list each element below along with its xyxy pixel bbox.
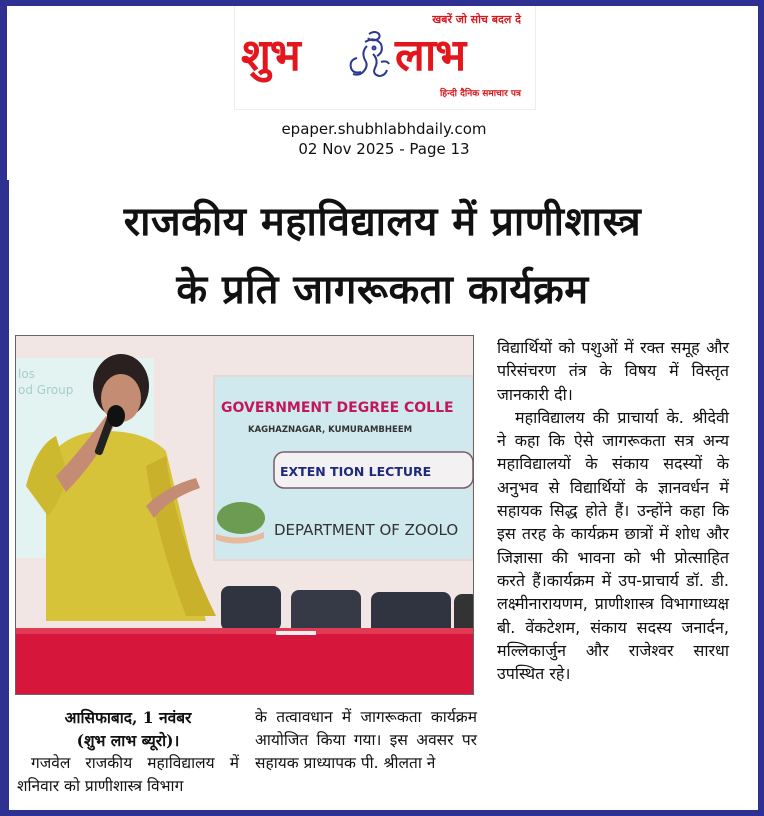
banner-location: KAGHAZNAGAR, KUMURAMBHEEM [248, 425, 413, 435]
masthead-subtitle: हिन्दी दैनिक समाचार पत्र [439, 89, 521, 99]
source-info [234, 119, 534, 159]
brand-name-right: लाभ [395, 30, 466, 81]
article-headline [7, 188, 758, 324]
banner-title: GOVERNMENT DEGREE COLLE [221, 400, 454, 416]
headline-line-1: राजकीय महाविद्यालय में प्राणीशास्त्र [123, 199, 642, 245]
article-column-3 [497, 336, 729, 685]
source-url: epaper.shubhlabhdaily.com [281, 120, 487, 138]
article-column-2 [255, 706, 477, 775]
plant-in-hands [217, 502, 265, 534]
photo-scene [16, 336, 473, 694]
masthead-tagline: खबरें जो सोच बदल दे [432, 13, 521, 26]
screen-text-1: los [18, 367, 35, 381]
article-photo [15, 335, 474, 695]
banner-event: EXTEN TION LECTURE [280, 464, 432, 479]
masthead-logo [234, 6, 536, 110]
article-column-1 [17, 706, 239, 798]
paragraph: गजवेल राजकीय महाविद्यालय में शनिवार को प्राणीशास्त्र विभाग [17, 754, 239, 795]
ganesha-icon [347, 28, 393, 80]
red-table [16, 628, 473, 694]
paragraph: महाविद्यालय की प्राचार्या के. श्रीदेवी ने कहा कि ऐसे जागरूकता सत्र अन्य महाविद्यालयों के संकाय सदस्यों के अनुभव से विद्यार्थियों के ज्ञानवर्धन में सहायक सिद्ध होते हैं। उन्होंने कहा कि इस तरह के कार्यक्रम छात्रों में शोध और जिज्ञासा की भावना को भी प्रोत्साहित करते हैं।कार्यक्रम में उप-प्राचार्य डॉ. डी. लक्ष्मीनारायणम, प्राणीशास्त्र विभागाध्यक्ष बी. वेंकटेशम, संकाय सदस्य जनार्दन, मल्लिकार्जुन और राजेश्वर सारधा उपस्थित रहे। [497, 407, 729, 684]
banner-department: DEPARTMENT OF ZOOLO [274, 521, 459, 539]
paragraph: विद्यार्थियों को पशुओं में रक्त समूह और परिसंचरण तंत्र के विषय में विस्तृत जानकारी दी। [497, 338, 729, 404]
epaper-clipping [7, 6, 758, 810]
source-date-page: 02 Nov 2025 - Page 13 [298, 140, 470, 158]
screen-text-2: od Group [18, 383, 74, 397]
byline: (शुभ लाभ ब्यूरो)। [76, 731, 180, 750]
brand-name-left: शुभ [241, 30, 300, 81]
headline-line-2: के प्रति जागरूकता कार्यक्रम [176, 267, 589, 313]
dateline: आसिफाबाद, 1 नवंबर [64, 708, 192, 727]
paragraph: के तत्वावधान में जागरूकता कार्यक्रम आयोजित किया गया। इस अवसर पर सहायक प्राध्यापक पी. श्रीलता ने [255, 708, 477, 772]
